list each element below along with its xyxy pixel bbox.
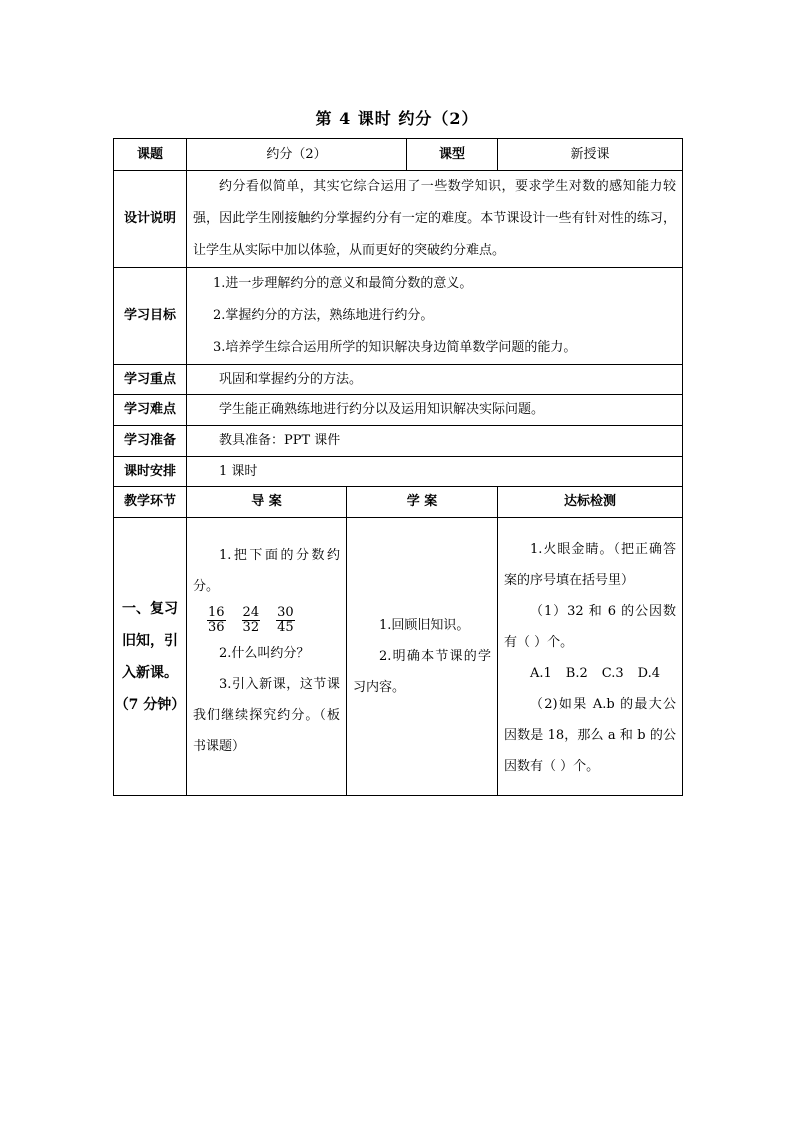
goal-item: 1.进一步理解约分的意义和最简分数的意义。 xyxy=(213,276,473,291)
stage-header: 教学环节 xyxy=(114,487,187,518)
lesson-plan-table xyxy=(113,138,683,796)
check-item-1: 1.火眼金睛。（把正确答案的序号填在括号里） xyxy=(504,542,676,588)
check-header: 达标检测 xyxy=(498,487,683,518)
time-text: 1 课时 xyxy=(187,457,683,487)
goals-label: 学习目标 xyxy=(114,268,187,365)
key-row xyxy=(114,365,683,395)
check-question-1: （1）32 和 6 的公因数有（ ）个。 xyxy=(504,604,676,650)
section1-check xyxy=(498,518,683,796)
design-text: 约分看似简单，其实它综合运用了一些数学知识，要求学生对数的感知能力较强，因此学生刚接触约分掌握约分有一定的难度。本节课设计一些有针对性的练习，让学生从实际中加以体验，从而更好的突破约分难点。 xyxy=(193,179,676,258)
key-text: 巩固和掌握约分的方法。 xyxy=(187,365,683,395)
difficulty-row xyxy=(114,395,683,426)
guide-item-3: 3.引入新课，这节课我们继续探究约分。（板书课题） xyxy=(193,677,340,754)
key-label: 学习重点 xyxy=(114,365,187,395)
design-row xyxy=(114,171,683,268)
topic-value: 约分（2） xyxy=(187,139,407,171)
section1-row xyxy=(114,518,683,796)
prep-row xyxy=(114,426,683,457)
section-header-row xyxy=(114,487,683,518)
guide-item-1: 1.把下面的分数约分。 xyxy=(193,548,340,594)
section1-stage: 一、复习 旧知，引 入新课。 （7 分钟） xyxy=(114,518,187,796)
check-options: A.1 B.2 C.3 D.4 xyxy=(530,666,661,681)
goals-row xyxy=(114,268,683,365)
topic-label: 课题 xyxy=(114,139,187,171)
type-label: 课型 xyxy=(407,139,498,171)
section1-guide xyxy=(187,518,347,796)
goal-item: 3.培养学生综合运用所学的知识解决身边简单数学问题的能力。 xyxy=(213,340,577,355)
time-row xyxy=(114,457,683,487)
fraction: $\frac{16}{36}$ xyxy=(208,605,225,635)
prep-label: 学习准备 xyxy=(114,426,187,457)
guide-item-2: 2.什么叫约分？ xyxy=(219,646,310,661)
time-label: 课时安排 xyxy=(114,457,187,487)
page-title: 第 4 课时 约分（2） xyxy=(315,109,479,128)
goal-item: 2.掌握约分的方法，熟练地进行约分。 xyxy=(213,308,434,323)
topic-row xyxy=(114,139,683,171)
type-value: 新授课 xyxy=(498,139,683,171)
study-header: 学 案 xyxy=(347,487,498,518)
design-label: 设计说明 xyxy=(114,171,187,268)
study-item-2: 2.明确本节课的学习内容。 xyxy=(353,649,491,695)
difficulty-text: 学生能正确熟练地进行约分以及运用知识解决实际问题。 xyxy=(187,395,683,426)
difficulty-label: 学习难点 xyxy=(114,395,187,426)
prep-text: 教具准备：PPT 课件 xyxy=(187,426,683,457)
guide-header: 导 案 xyxy=(187,487,347,518)
fraction: $\frac{30}{45}$ xyxy=(277,605,294,635)
section1-study xyxy=(347,518,498,796)
check-question-2: （2)如果 A.b 的最大公因数是 18，那么 a 和 b 的公因数有（ ）个。 xyxy=(504,697,676,774)
study-item-1: 1.回顾旧知识。 xyxy=(379,618,470,633)
fraction: $\frac{24}{32}$ xyxy=(242,605,260,635)
fraction-list xyxy=(193,602,340,638)
